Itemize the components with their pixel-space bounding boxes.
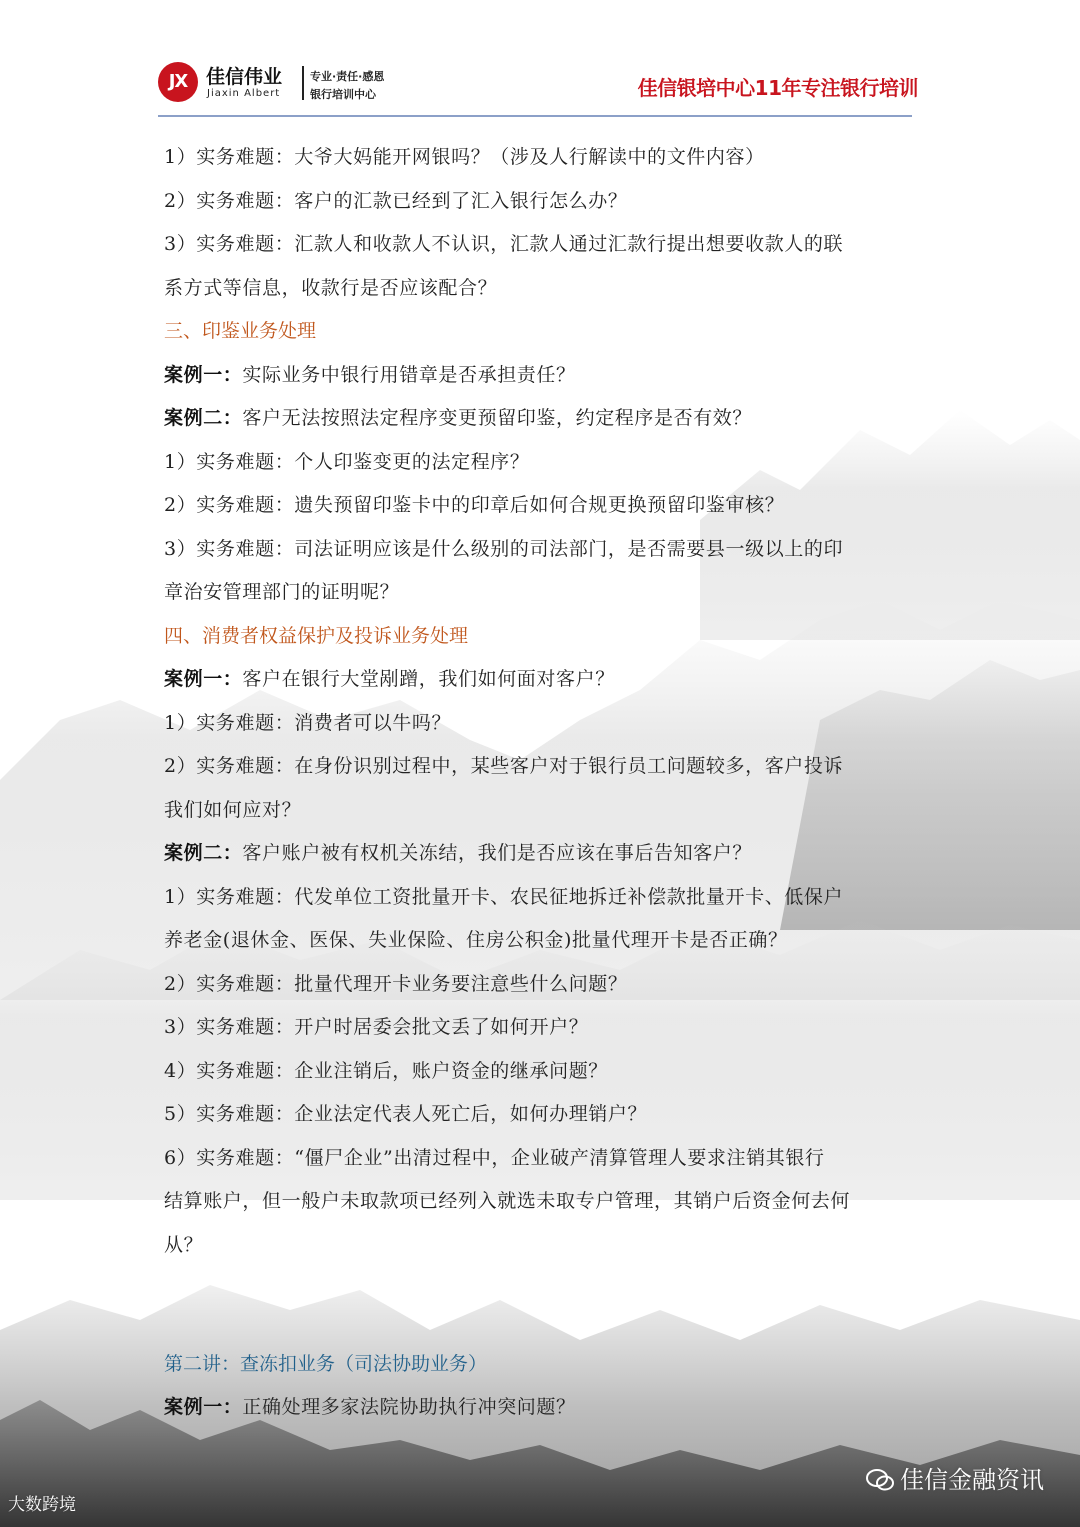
case-label: 案例一： (164, 363, 243, 386)
company-name-english: Jiaxin Albert (207, 88, 281, 99)
case-line (164, 832, 920, 876)
lecture-heading: 第二讲：查冻扣业务（司法协助业务） (164, 1352, 488, 1375)
body-text-line: 结算账户，但一般户未取款项已经列入就选未取专户管理，其销户后资金何去何 (164, 1190, 851, 1212)
body-text-line: 5）实务难题：企业法定代表人死亡后，如何办理销户？ (164, 1103, 648, 1125)
body-text-line: 章治安管理部门的证明呢？ (164, 581, 400, 603)
document-body (164, 136, 920, 1430)
body-text-line: 2）实务难题：客户的汇款已经到了汇入银行怎么办？ (164, 189, 628, 212)
case-label: 案例一： (164, 1396, 243, 1418)
case-text: 实际业务中银行用错章是否承担责任？ (242, 363, 576, 386)
body-text-line: 1）实务难题：大爷大妈能开网银吗？（涉及人行解读中的文件内容） (164, 146, 765, 168)
company-name: 佳信伟业 (206, 66, 283, 88)
case-line (164, 658, 920, 702)
body-text-line: 3）实务难题：汇款人和收款人不认识，汇款人通过汇款行提出想要收款人的联 (164, 233, 844, 255)
case-line (164, 1386, 920, 1430)
wechat-icon (866, 1469, 894, 1491)
case-text: 客户账户被有权机关冻结，我们是否应该在事后告知客户？ (242, 842, 753, 864)
body-text-line: 2）实务难题：批量代理开卡业务要注意些什么问题？ (164, 972, 628, 995)
body-text-line: 我们如何应对？ (164, 798, 302, 821)
page-header (158, 60, 918, 112)
case-line (164, 354, 920, 398)
company-tagline-1: 专业·责任·感恩 (310, 70, 385, 83)
section-heading: 四、消费者权益保护及投诉业务处理 (164, 624, 469, 647)
body-text-line: 系方式等信息，收款行是否应该配合？ (164, 276, 498, 299)
case-line (164, 397, 920, 441)
body-text-line: 6）实务难题：“僵尸企业”出清过程中，企业破产清算管理人要求注销其银行 (164, 1146, 825, 1169)
body-text-line: 2）实务难题：遗失预留印鉴卡中的印章后如何合规更换预留印鉴审核？ (164, 494, 785, 516)
body-text-line: 3）实务难题：司法证明应该是什么级别的司法部门，是否需要县一级以上的印 (164, 537, 844, 560)
case-label: 案例一： (164, 668, 243, 690)
body-text-line: 1）实务难题：个人印鉴变更的法定程序？ (164, 450, 530, 473)
case-label: 案例二： (164, 407, 243, 429)
header-slogan: 佳信银培中心11年专注银行培训 (637, 76, 918, 100)
body-text-line: 1）实务难题：消费者可以牛吗？ (164, 711, 452, 734)
case-text: 正确处理多家法院协助执行冲突问题？ (242, 1396, 576, 1418)
watermark-right-text: 佳信金融资讯 (900, 1466, 1044, 1494)
case-text: 客户无法按照法定程序变更预留印鉴，约定程序是否有效？ (242, 407, 753, 429)
watermark-left-text: 大数跨境 (8, 1495, 76, 1515)
body-text-line: 3）实务难题：开户时居委会批文丢了如何开户？ (164, 1016, 589, 1038)
blank-line (164, 1283, 920, 1327)
logo-divider (302, 66, 304, 100)
header-divider (158, 115, 912, 117)
watermark-left (8, 1490, 76, 1515)
body-text-line: 4）实务难题：企业注销后，账户资金的继承问题？ (164, 1059, 608, 1082)
body-text-line: 1）实务难题：代发单位工资批量开卡、农民征地拆迁补偿款批量开卡、低保户 (164, 885, 844, 908)
section-heading: 三、印鉴业务处理 (164, 320, 317, 342)
company-tagline-2: 银行培训中心 (310, 88, 376, 101)
company-logo-mark: JX (158, 62, 198, 102)
case-label: 案例二： (164, 842, 243, 864)
body-text-line: 从？ (164, 1233, 204, 1256)
body-text-line: 养老金(退休金、医保、失业保险、住房公积金)批量代理开卡是否正确？ (164, 929, 788, 951)
body-text-line: 2）实务难题：在身份识别过程中，某些客户对于银行员工问题较多，客户投诉 (164, 755, 844, 777)
case-text: 客户在银行大堂剐蹭，我们如何面对客户？ (242, 668, 615, 690)
watermark-right (866, 1460, 1044, 1495)
